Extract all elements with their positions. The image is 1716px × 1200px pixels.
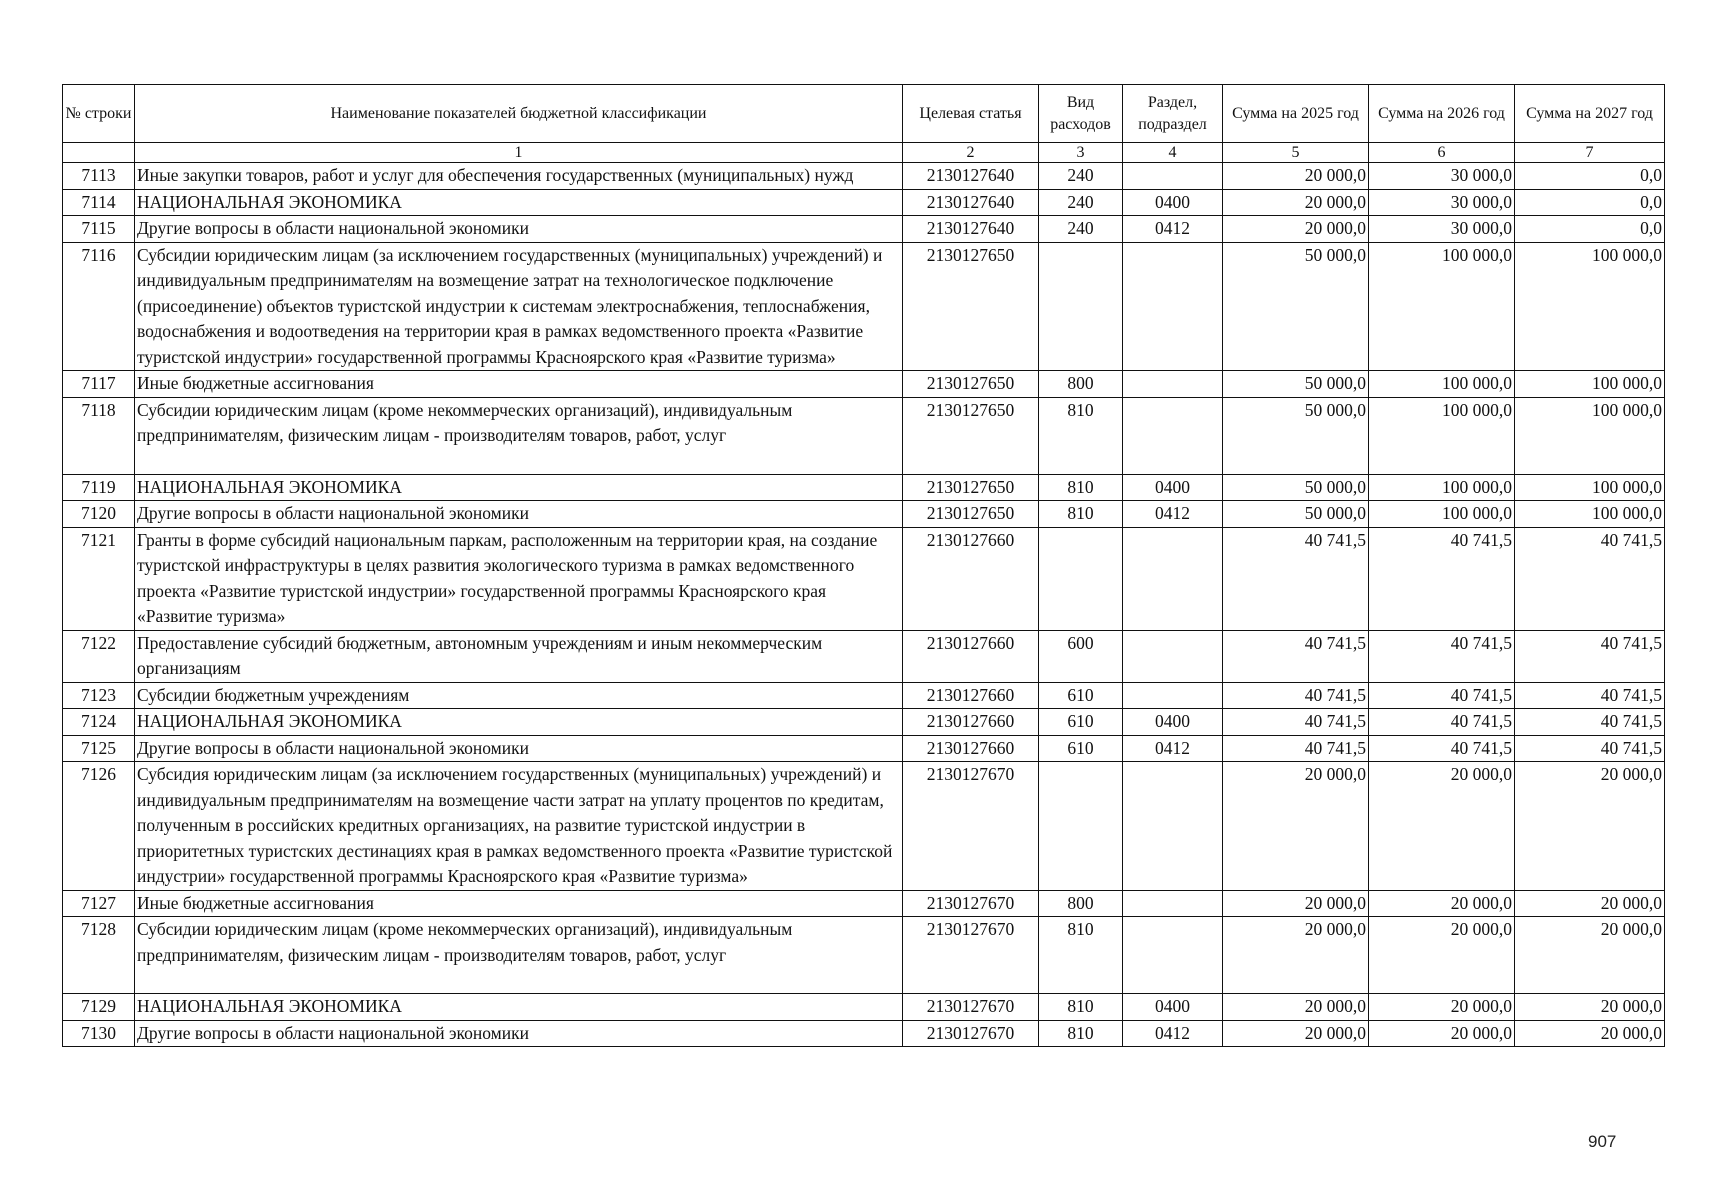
cell-sum-2025: 40 741,5 bbox=[1223, 630, 1369, 682]
cell-row-no: 7119 bbox=[63, 474, 135, 501]
cell-target: 2130127650 bbox=[903, 397, 1039, 474]
cell-section bbox=[1123, 630, 1223, 682]
cell-section bbox=[1123, 762, 1223, 891]
table-row bbox=[63, 501, 1665, 528]
column-number: 6 bbox=[1369, 143, 1515, 163]
cell-sum-2026: 40 741,5 bbox=[1369, 630, 1515, 682]
cell-target: 2130127660 bbox=[903, 630, 1039, 682]
table-row bbox=[63, 735, 1665, 762]
cell-name: Гранты в форме субсидий национальным паркам, расположенным на территории края, на создание туристской инфраструктуры в целях развития экологического туризма в рамках ведомственного проекта «Развитие туристской индустрии» государственной программы Красноярского края «Развитие туризма» bbox=[135, 527, 903, 630]
cell-target: 2130127660 bbox=[903, 527, 1039, 630]
cell-section bbox=[1123, 527, 1223, 630]
cell-target: 2130127660 bbox=[903, 709, 1039, 736]
table-row bbox=[63, 890, 1665, 917]
cell-section: 0400 bbox=[1123, 709, 1223, 736]
cell-row-no: 7125 bbox=[63, 735, 135, 762]
cell-sum-2027: 0,0 bbox=[1515, 189, 1665, 216]
table-row bbox=[63, 917, 1665, 994]
cell-row-no: 7115 bbox=[63, 216, 135, 243]
cell-sum-2027: 40 741,5 bbox=[1515, 630, 1665, 682]
table-row bbox=[63, 189, 1665, 216]
cell-sum-2027: 20 000,0 bbox=[1515, 1020, 1665, 1047]
cell-target: 2130127670 bbox=[903, 762, 1039, 891]
header-row-no: № строки bbox=[63, 85, 135, 143]
cell-sum-2025: 40 741,5 bbox=[1223, 527, 1369, 630]
cell-name: Субсидии бюджетным учреждениям bbox=[135, 682, 903, 709]
cell-sum-2025: 50 000,0 bbox=[1223, 371, 1369, 398]
cell-row-no: 7124 bbox=[63, 709, 135, 736]
cell-row-no: 7113 bbox=[63, 163, 135, 190]
header-sum-2027: Сумма на 2027 год bbox=[1515, 85, 1665, 143]
cell-type: 810 bbox=[1039, 994, 1123, 1021]
table-row bbox=[63, 397, 1665, 474]
cell-sum-2025: 40 741,5 bbox=[1223, 709, 1369, 736]
cell-row-no: 7129 bbox=[63, 994, 135, 1021]
cell-sum-2025: 20 000,0 bbox=[1223, 890, 1369, 917]
cell-sum-2026: 20 000,0 bbox=[1369, 994, 1515, 1021]
cell-type bbox=[1039, 762, 1123, 891]
cell-target: 2130127650 bbox=[903, 242, 1039, 371]
cell-sum-2026: 100 000,0 bbox=[1369, 242, 1515, 371]
cell-type: 810 bbox=[1039, 501, 1123, 528]
table-row bbox=[63, 682, 1665, 709]
cell-name: Субсидии юридическим лицам (кроме некоммерческих организаций), индивидуальным предпринимателям, физическим лицам - производителям товаров, работ, услуг bbox=[135, 917, 903, 994]
table-row bbox=[63, 371, 1665, 398]
column-number: 5 bbox=[1223, 143, 1369, 163]
cell-type: 810 bbox=[1039, 474, 1123, 501]
cell-row-no: 7117 bbox=[63, 371, 135, 398]
cell-section: 0400 bbox=[1123, 474, 1223, 501]
cell-type: 610 bbox=[1039, 735, 1123, 762]
cell-row-no: 7120 bbox=[63, 501, 135, 528]
page-number: 907 bbox=[1588, 1132, 1617, 1151]
cell-sum-2026: 40 741,5 bbox=[1369, 709, 1515, 736]
cell-sum-2025: 50 000,0 bbox=[1223, 242, 1369, 371]
cell-sum-2027: 40 741,5 bbox=[1515, 735, 1665, 762]
cell-sum-2027: 100 000,0 bbox=[1515, 371, 1665, 398]
header-name: Наименование показателей бюджетной классификации bbox=[135, 85, 903, 143]
cell-sum-2027: 40 741,5 bbox=[1515, 682, 1665, 709]
cell-sum-2027: 20 000,0 bbox=[1515, 917, 1665, 994]
cell-sum-2025: 50 000,0 bbox=[1223, 501, 1369, 528]
table-row bbox=[63, 527, 1665, 630]
column-number: 3 bbox=[1039, 143, 1123, 163]
cell-target: 2130127650 bbox=[903, 474, 1039, 501]
cell-target: 2130127650 bbox=[903, 501, 1039, 528]
cell-type bbox=[1039, 527, 1123, 630]
cell-name: Иные бюджетные ассигнования bbox=[135, 371, 903, 398]
cell-name: Иные бюджетные ассигнования bbox=[135, 890, 903, 917]
cell-type: 240 bbox=[1039, 189, 1123, 216]
cell-sum-2026: 100 000,0 bbox=[1369, 474, 1515, 501]
cell-section bbox=[1123, 917, 1223, 994]
column-number bbox=[63, 143, 135, 163]
cell-type: 240 bbox=[1039, 163, 1123, 190]
cell-row-no: 7121 bbox=[63, 527, 135, 630]
document-page bbox=[62, 84, 1664, 1047]
table-row bbox=[63, 709, 1665, 736]
cell-sum-2027: 100 000,0 bbox=[1515, 501, 1665, 528]
cell-sum-2025: 20 000,0 bbox=[1223, 762, 1369, 891]
cell-sum-2027: 40 741,5 bbox=[1515, 709, 1665, 736]
cell-row-no: 7126 bbox=[63, 762, 135, 891]
column-number: 2 bbox=[903, 143, 1039, 163]
cell-name: Субсидии юридическим лицам (за исключением государственных (муниципальных) учреждений) и индивидуальным предпринимателям на возмещение затрат на технологическое подключение (присоединение) объектов туристской индустрии к системам электроснабжения, теплоснабжения, водоснабжения и водоотведения на территории края в рамках ведомственного проекта «Развитие туристской индустрии» государственной программы Красноярского края «Развитие туризма» bbox=[135, 242, 903, 371]
cell-sum-2027: 40 741,5 bbox=[1515, 527, 1665, 630]
column-number: 1 bbox=[135, 143, 903, 163]
cell-section: 0412 bbox=[1123, 216, 1223, 243]
cell-section bbox=[1123, 890, 1223, 917]
table-row bbox=[63, 216, 1665, 243]
header-sum-2025: Сумма на 2025 год bbox=[1223, 85, 1369, 143]
cell-row-no: 7127 bbox=[63, 890, 135, 917]
cell-section bbox=[1123, 242, 1223, 371]
cell-row-no: 7114 bbox=[63, 189, 135, 216]
cell-sum-2025: 20 000,0 bbox=[1223, 189, 1369, 216]
cell-sum-2026: 100 000,0 bbox=[1369, 501, 1515, 528]
cell-name: НАЦИОНАЛЬНАЯ ЭКОНОМИКА bbox=[135, 709, 903, 736]
cell-section bbox=[1123, 682, 1223, 709]
header-type: Вид расходов bbox=[1039, 85, 1123, 143]
cell-sum-2027: 100 000,0 bbox=[1515, 397, 1665, 474]
cell-sum-2025: 20 000,0 bbox=[1223, 163, 1369, 190]
cell-sum-2027: 0,0 bbox=[1515, 216, 1665, 243]
cell-name: НАЦИОНАЛЬНАЯ ЭКОНОМИКА bbox=[135, 474, 903, 501]
table-row bbox=[63, 242, 1665, 371]
cell-sum-2027: 20 000,0 bbox=[1515, 762, 1665, 891]
table-row bbox=[63, 994, 1665, 1021]
cell-row-no: 7118 bbox=[63, 397, 135, 474]
cell-target: 2130127650 bbox=[903, 371, 1039, 398]
table-row bbox=[63, 1020, 1665, 1047]
cell-sum-2027: 0,0 bbox=[1515, 163, 1665, 190]
cell-type: 610 bbox=[1039, 682, 1123, 709]
cell-section: 0400 bbox=[1123, 189, 1223, 216]
cell-sum-2026: 100 000,0 bbox=[1369, 371, 1515, 398]
cell-type: 240 bbox=[1039, 216, 1123, 243]
cell-sum-2025: 40 741,5 bbox=[1223, 735, 1369, 762]
cell-sum-2026: 40 741,5 bbox=[1369, 735, 1515, 762]
cell-target: 2130127640 bbox=[903, 189, 1039, 216]
cell-sum-2026: 30 000,0 bbox=[1369, 163, 1515, 190]
cell-name: НАЦИОНАЛЬНАЯ ЭКОНОМИКА bbox=[135, 189, 903, 216]
cell-sum-2026: 40 741,5 bbox=[1369, 682, 1515, 709]
header-section: Раздел, подраздел bbox=[1123, 85, 1223, 143]
cell-sum-2027: 100 000,0 bbox=[1515, 242, 1665, 371]
cell-type: 810 bbox=[1039, 397, 1123, 474]
cell-row-no: 7122 bbox=[63, 630, 135, 682]
table-row bbox=[63, 474, 1665, 501]
cell-row-no: 7123 bbox=[63, 682, 135, 709]
cell-section: 0412 bbox=[1123, 1020, 1223, 1047]
cell-target: 2130127670 bbox=[903, 890, 1039, 917]
cell-sum-2025: 50 000,0 bbox=[1223, 474, 1369, 501]
cell-target: 2130127660 bbox=[903, 735, 1039, 762]
cell-row-no: 7130 bbox=[63, 1020, 135, 1047]
cell-target: 2130127640 bbox=[903, 163, 1039, 190]
cell-sum-2027: 20 000,0 bbox=[1515, 994, 1665, 1021]
table-body bbox=[63, 163, 1665, 1047]
cell-target: 2130127670 bbox=[903, 917, 1039, 994]
cell-sum-2026: 20 000,0 bbox=[1369, 1020, 1515, 1047]
cell-section bbox=[1123, 163, 1223, 190]
cell-sum-2026: 30 000,0 bbox=[1369, 189, 1515, 216]
cell-type: 800 bbox=[1039, 890, 1123, 917]
cell-type: 610 bbox=[1039, 709, 1123, 736]
cell-sum-2026: 100 000,0 bbox=[1369, 397, 1515, 474]
cell-section: 0412 bbox=[1123, 735, 1223, 762]
column-numbers-row bbox=[63, 143, 1665, 163]
cell-target: 2130127670 bbox=[903, 1020, 1039, 1047]
cell-target: 2130127640 bbox=[903, 216, 1039, 243]
column-number: 7 bbox=[1515, 143, 1665, 163]
cell-type: 810 bbox=[1039, 917, 1123, 994]
cell-target: 2130127660 bbox=[903, 682, 1039, 709]
budget-table bbox=[62, 84, 1665, 1047]
cell-sum-2025: 20 000,0 bbox=[1223, 1020, 1369, 1047]
cell-row-no: 7116 bbox=[63, 242, 135, 371]
cell-sum-2027: 20 000,0 bbox=[1515, 890, 1665, 917]
cell-section: 0412 bbox=[1123, 501, 1223, 528]
cell-name: Иные закупки товаров, работ и услуг для обеспечения государственных (муниципальных) нужд bbox=[135, 163, 903, 190]
cell-sum-2025: 40 741,5 bbox=[1223, 682, 1369, 709]
cell-name: Другие вопросы в области национальной экономики bbox=[135, 501, 903, 528]
cell-sum-2025: 20 000,0 bbox=[1223, 917, 1369, 994]
cell-sum-2025: 20 000,0 bbox=[1223, 994, 1369, 1021]
cell-sum-2026: 20 000,0 bbox=[1369, 762, 1515, 891]
cell-name: Предоставление субсидий бюджетным, автономным учреждениям и иным некоммерческим организациям bbox=[135, 630, 903, 682]
cell-sum-2025: 50 000,0 bbox=[1223, 397, 1369, 474]
cell-name: НАЦИОНАЛЬНАЯ ЭКОНОМИКА bbox=[135, 994, 903, 1021]
cell-target: 2130127670 bbox=[903, 994, 1039, 1021]
cell-name: Другие вопросы в области национальной экономики bbox=[135, 216, 903, 243]
cell-sum-2026: 40 741,5 bbox=[1369, 527, 1515, 630]
cell-type: 800 bbox=[1039, 371, 1123, 398]
cell-name: Субсидия юридическим лицам (за исключением государственных (муниципальных) учреждений) и индивидуальным предпринимателям на возмещение части затрат на уплату процентов по кредитам, полученным в российских кредитных организациях, на развитие туристской индустрии в приоритетных туристских дестинациях края в рамках ведомственного проекта «Развитие туристской индустрии» государственной программы Красноярского края «Развитие туризма» bbox=[135, 762, 903, 891]
header-sum-2026: Сумма на 2026 год bbox=[1369, 85, 1515, 143]
table-row bbox=[63, 163, 1665, 190]
header-target: Целевая статья bbox=[903, 85, 1039, 143]
cell-sum-2026: 20 000,0 bbox=[1369, 890, 1515, 917]
column-number: 4 bbox=[1123, 143, 1223, 163]
cell-section bbox=[1123, 371, 1223, 398]
cell-section: 0400 bbox=[1123, 994, 1223, 1021]
cell-type: 600 bbox=[1039, 630, 1123, 682]
table-row bbox=[63, 762, 1665, 891]
cell-name: Другие вопросы в области национальной экономики bbox=[135, 735, 903, 762]
cell-type: 810 bbox=[1039, 1020, 1123, 1047]
cell-sum-2027: 100 000,0 bbox=[1515, 474, 1665, 501]
cell-row-no: 7128 bbox=[63, 917, 135, 994]
table-header-row bbox=[63, 85, 1665, 143]
cell-sum-2025: 20 000,0 bbox=[1223, 216, 1369, 243]
cell-type bbox=[1039, 242, 1123, 371]
cell-name: Субсидии юридическим лицам (кроме некоммерческих организаций), индивидуальным предпринимателям, физическим лицам - производителям товаров, работ, услуг bbox=[135, 397, 903, 474]
cell-sum-2026: 20 000,0 bbox=[1369, 917, 1515, 994]
cell-name: Другие вопросы в области национальной экономики bbox=[135, 1020, 903, 1047]
cell-sum-2026: 30 000,0 bbox=[1369, 216, 1515, 243]
cell-section bbox=[1123, 397, 1223, 474]
table-row bbox=[63, 630, 1665, 682]
